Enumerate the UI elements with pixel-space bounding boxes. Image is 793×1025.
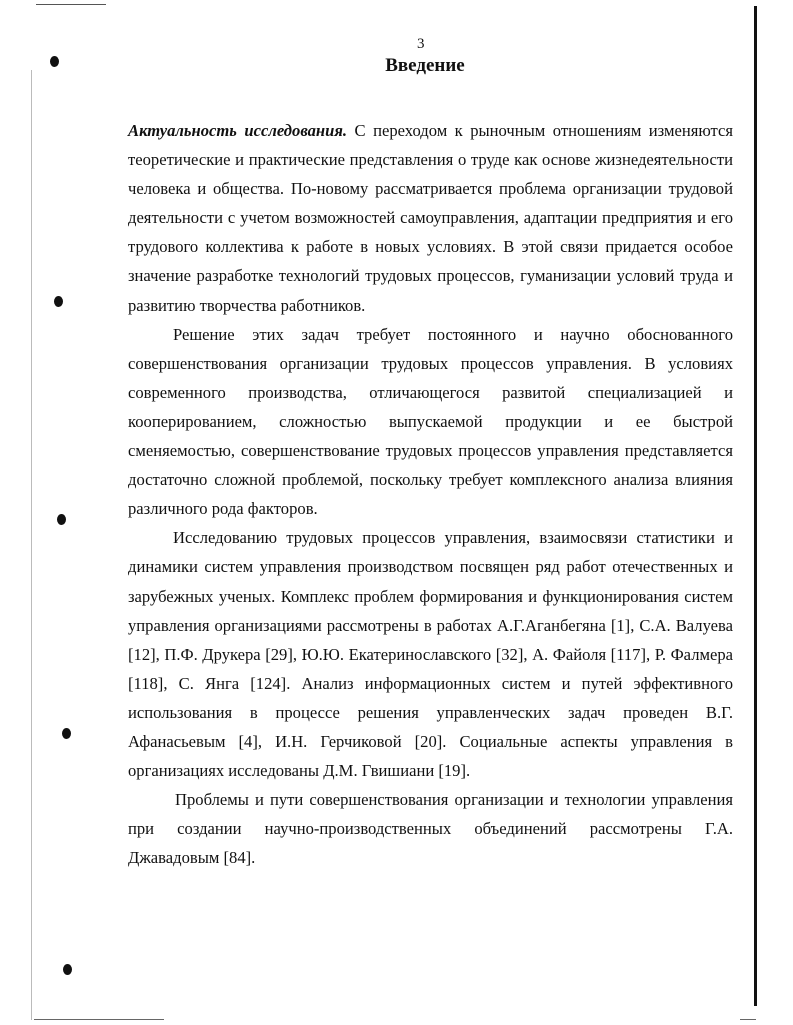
- paragraph: [128, 116, 733, 320]
- scan-edge-bottom-right: [740, 1019, 756, 1020]
- paragraph: Исследованию трудовых процессов управления, взаимосвязи статистики и динамики систем управления производством посвящен ряд работ отечественных и зарубежных ученых. Комплекс проблем формирования и функционирования систем управления организациями рассмотрены в работах А.Г.Аганбегяна [1], С.А. Валуева [12], П.Ф. Друкера [29], Ю.Ю. Екатеринославского [32], А. Файоля [117], Р. Фалмера [118], С. Янга [124]. Анализ информационных систем и путей эффективного использования в процессе решения управленческих задач проведен В.Г. Афанасьевым [4], И.Н. Герчиковой [20]. Социальные аспекты управления в организациях исследованы Д.М. Гвишиани [19].: [128, 528, 733, 781]
- punch-hole: [63, 964, 72, 975]
- document-body: [128, 116, 733, 872]
- punch-hole: [62, 728, 71, 739]
- paragraph: Решение этих задач требует постоянного и научно обоснованного совершенствования организации трудовых процессов управления. В условиях современного производства, отличающегося развитой специализацией и кооперированием, сложностью выпускаемой продукции и ее быстрой сменяемостью, совершенствование трудовых процессов управления представляется достаточно сложной проблемой, поскольку требует комплексного анализа влияния различного рода факторов.: [128, 324, 733, 519]
- punch-hole: [54, 296, 63, 307]
- paragraph: Проблемы и пути совершенствования организации и технологии управления при создании научно-производственных объединений рассмотрены Г.А. Джавадовым [84].: [128, 790, 733, 868]
- scan-edge-right: [754, 6, 757, 1006]
- scan-edge-top: [36, 4, 106, 5]
- paragraph-lead: Актуальность исследования.: [128, 121, 348, 140]
- scan-edge-bottom: [34, 1019, 164, 1020]
- page-title: Введение: [385, 55, 465, 76]
- punch-hole: [57, 514, 66, 525]
- page-number: 3: [417, 36, 425, 52]
- paragraph-text: С переходом к рыночным отношениям изменяются теоретические и практические представления о труде как основе жизнедеятельности человека и общества. По-новому рассматривается проблема организации трудовой деятельности с учетом возможностей самоуправления, адаптации предприятия и его трудового коллектива к работе в новых условиях. В этой связи придается особое значение разработке технологий трудовых процессов, гуманизации условий труда и развитию творчества работников.: [128, 121, 734, 315]
- scan-edge-left: [31, 70, 32, 1020]
